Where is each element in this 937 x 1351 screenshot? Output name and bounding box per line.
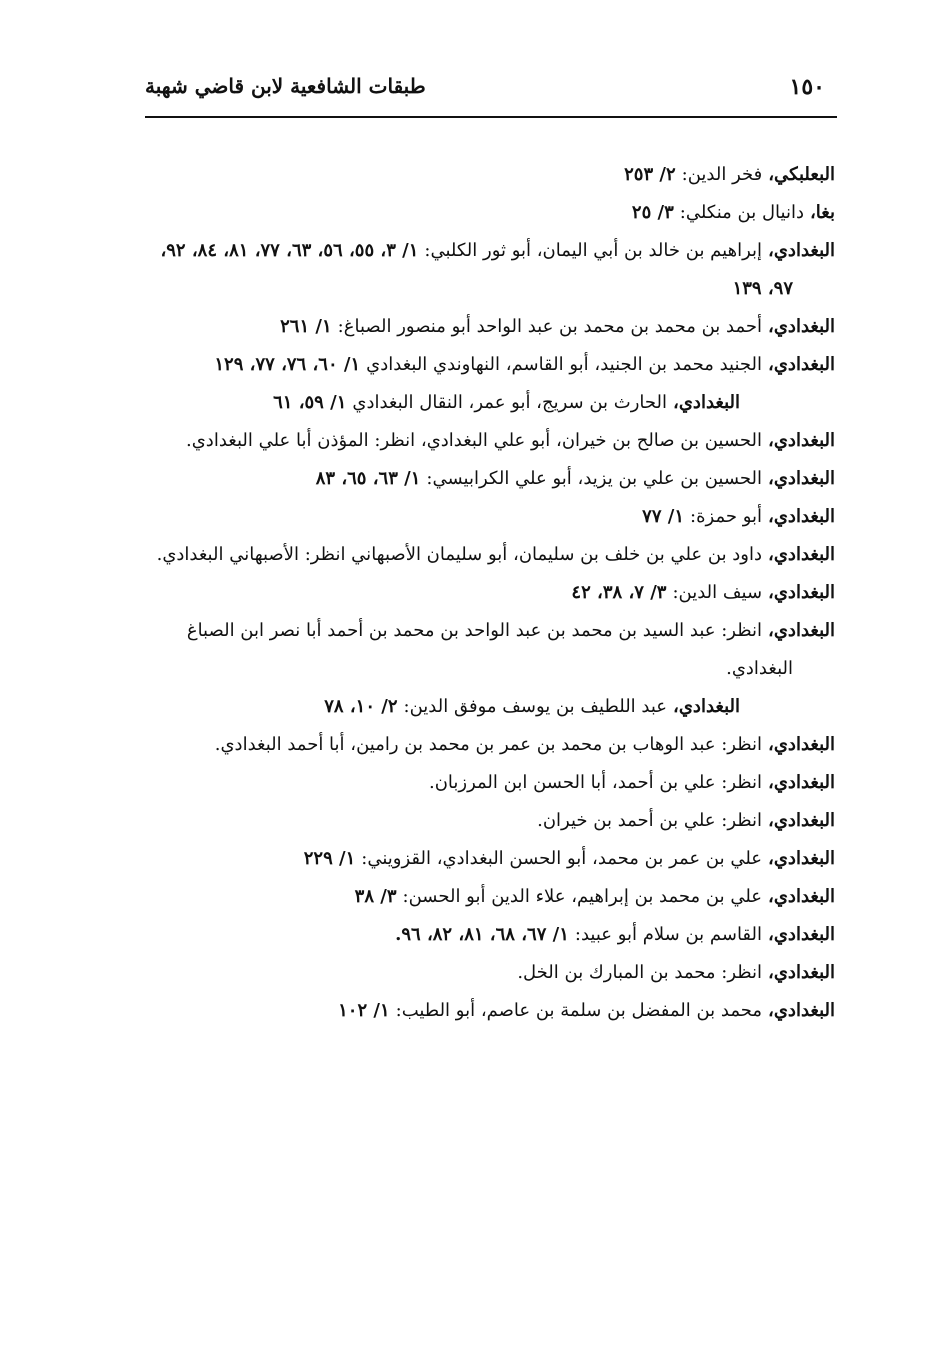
index-entry	[150, 574, 835, 612]
index-entry	[150, 498, 835, 536]
entry-text: انظر: علي بن أحمد، أبا الحسن ابن المرزبان.	[428, 772, 763, 793]
header-rule	[145, 116, 837, 118]
index-entry	[150, 194, 835, 232]
entry-headword: البغدادي،	[768, 582, 835, 603]
entry-text: الجنيد محمد بن الجنيد، أبو القاسم، النهاوندي البغدادي	[366, 354, 763, 375]
entry-text: محمد بن المفضل بن سلمة بن عاصم، أبو الطيب:	[395, 1000, 763, 1021]
entry-text: أحمد بن محمد بن محمد بن عبد الواحد أبو منصور الصباغ:	[337, 316, 763, 337]
book-title: طبقات الشافعية لابن قاضي شهبة	[145, 74, 426, 98]
index-entry	[150, 840, 835, 878]
entry-text: انظر: عبد الوهاب بن محمد بن عمر بن محمد بن رامين، أبا أحمد البغدادي.	[214, 734, 763, 755]
index-entry	[150, 954, 835, 992]
entry-text: انظر: علي بن أحمد بن خيران.	[537, 810, 763, 831]
index-entry	[150, 422, 835, 460]
entry-text: سيف الدين:	[672, 582, 763, 603]
entry-headword: البغدادي،	[768, 886, 835, 907]
entry-references: ١/ ٦٣، ٦٥، ٨٣	[315, 468, 421, 489]
entry-references: ١/ ٥٩، ٦١	[273, 392, 347, 413]
entry-text: عبد اللطيف بن يوسف موفق الدين:	[403, 696, 668, 717]
entry-references: ٣/ ٢٥	[631, 202, 674, 223]
entry-references: ٢/ ١٠، ٧٨	[324, 696, 398, 717]
entry-text: إبراهيم بن خالد بن أبي اليمان، أبو ثور الكلبي:	[424, 240, 763, 261]
entry-headword: البغدادي،	[673, 392, 740, 413]
entry-text: علي بن محمد بن إبراهيم، علاء الدين أبو الحسن:	[402, 886, 763, 907]
entry-references: ١/ ٣، ٥٥، ٥٦، ٦٣، ٧٧، ٨١، ٨٤، ٩٢، ٩٧، ١٣٩	[160, 240, 793, 299]
entry-headword: البغدادي،	[768, 354, 835, 375]
index-entry	[150, 764, 835, 802]
entry-headword: البغدادي،	[768, 430, 835, 451]
entry-references: ١/ ٦٧، ٦٨، ٨١، ٨٢، ٩٦.	[395, 924, 569, 945]
entry-text: علي بن عمر بن محمد، أبو الحسن البغدادي، القزويني:	[361, 848, 763, 869]
entry-headword: البعلبكي،	[768, 164, 835, 185]
entry-text: الحسين بن علي بن يزيد، أبو علي الكرابيسي:	[426, 468, 763, 489]
entry-headword: البغدادي،	[768, 734, 835, 755]
index-entry	[150, 346, 835, 384]
entry-headword: البغدادي،	[768, 316, 835, 337]
entry-headword: البغدادي،	[768, 1000, 835, 1021]
entry-text: انظر: محمد بن المبارك بن الخل.	[517, 962, 763, 983]
entry-text: انظر: عبد السيد بن محمد بن عبد الواحد بن محمد بن أحمد أبا نصر ابن الصباغ البغدادي.	[186, 620, 793, 679]
running-head	[145, 74, 825, 108]
entry-headword: البغدادي،	[673, 696, 740, 717]
index-entry	[150, 688, 740, 726]
index-entry	[150, 878, 835, 916]
entry-headword: البغدادي،	[768, 848, 835, 869]
page-number: ١٥٠	[789, 74, 825, 100]
index-entry	[150, 308, 835, 346]
index-entries	[150, 156, 835, 1030]
entry-headword: البغدادي،	[768, 962, 835, 983]
index-entry	[150, 916, 835, 954]
entry-headword: البغدادي،	[768, 240, 835, 261]
entry-headword: البغدادي،	[768, 620, 835, 641]
entry-headword: البغدادي،	[768, 544, 835, 565]
index-entry	[150, 612, 835, 688]
entry-text: داود بن علي بن خلف بن سليمان، أبو سليمان الأصبهاني انظر: الأصبهاني البغدادي.	[156, 544, 763, 565]
entry-headword: البغدادي،	[768, 506, 835, 527]
entry-text: فخر الدين:	[681, 164, 763, 185]
entry-references: ١/ ٢٢٩	[303, 848, 356, 869]
entry-headword: البغدادي،	[768, 772, 835, 793]
entry-text: الحسين بن صالح بن خيران، أبو علي البغدادي، انظر: المؤذن أبا علي البغدادي.	[186, 430, 763, 451]
entry-references: ١/ ٢٦١	[280, 316, 332, 337]
entry-text: القاسم بن سلام أبو عبيد:	[574, 924, 763, 945]
entry-references: ٢/ ٢٥٣	[624, 164, 676, 185]
entry-headword: بغا،	[810, 202, 835, 223]
index-entry	[150, 232, 835, 308]
entry-references: ١/ ٧٧	[642, 506, 685, 527]
entry-text: دانيال بن منكلي:	[679, 202, 804, 223]
entry-text: الحارث بن سريج، أبو عمر، النقال البغدادي	[352, 392, 668, 413]
entry-headword: البغدادي،	[768, 468, 835, 489]
index-entry	[150, 156, 835, 194]
entry-text: أبو حمزة:	[690, 506, 763, 527]
entry-references: ١/ ٦٠، ٧٦، ٧٧، ١٢٩	[214, 354, 361, 375]
entry-references: ٣/ ٧، ٣٨، ٤٢	[571, 582, 667, 603]
entry-references: ٣/ ٣٨	[354, 886, 397, 907]
entry-references: ١/ ١٠٢	[338, 1000, 390, 1021]
entry-headword: البغدادي،	[768, 810, 835, 831]
entry-headword: البغدادي،	[768, 924, 835, 945]
index-entry	[150, 726, 835, 764]
index-entry	[150, 384, 740, 422]
index-entry	[150, 992, 835, 1030]
index-entry	[150, 460, 835, 498]
index-entry	[150, 536, 835, 574]
index-entry	[150, 802, 835, 840]
